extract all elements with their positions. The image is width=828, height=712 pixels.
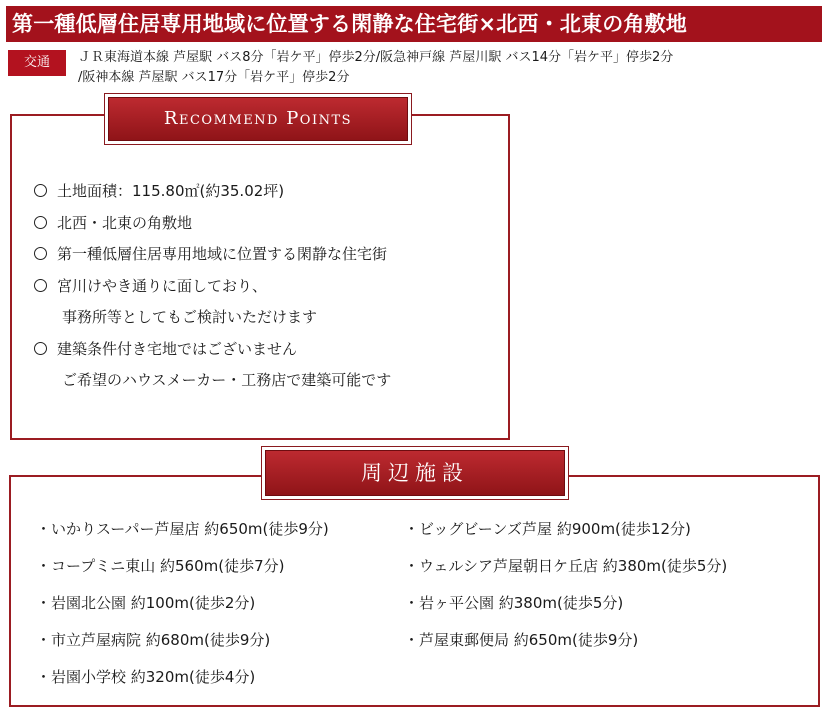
point-continuation: 事務所等としてもご検討いただけます	[62, 308, 318, 326]
facility-item: ・いかりスーパー芦屋店 約650m(徒歩9分)	[36, 520, 329, 538]
facilities-right-column	[404, 511, 814, 659]
access-info	[8, 48, 820, 88]
circle-bullet-icon	[34, 247, 47, 260]
facility-item: ・コープミニ東山 約560m(徒歩7分)	[36, 557, 285, 575]
list-item	[34, 239, 504, 271]
access-text	[78, 48, 820, 88]
point-text: 宮川けやき通りに面しており、	[57, 276, 268, 295]
facility-item: ・岩園北公園 約100m(徒歩2分)	[36, 594, 256, 612]
point-text: 北西・北東の角敷地	[57, 213, 193, 232]
circle-bullet-icon	[34, 184, 47, 197]
facility-item: ・ビッグビーンズ芦屋 約900m(徒歩12分)	[404, 520, 691, 538]
page-title: 第一種低層住居専用地域に位置する閑静な住宅街×北西・北東の角敷地	[6, 6, 822, 42]
facilities-left-column	[36, 511, 396, 696]
list-item	[34, 334, 504, 366]
access-label: 交通	[8, 50, 66, 76]
circle-bullet-icon	[34, 279, 47, 292]
list-item	[34, 271, 504, 303]
facility-item: ・ウェルシア芦屋朝日ケ丘店 約380m(徒歩5分)	[404, 557, 728, 575]
access-line-1: ＪＲ東海道本線 芦屋駅 バス8分「岩ケ平」停歩2分/阪急神戸線 芦屋川駅 バス14分「岩ケ平」停歩2分	[78, 50, 674, 65]
recommend-points-list	[34, 176, 504, 397]
point-continuation: ご希望のハウスメーカー・工務店で建築可能です	[62, 371, 392, 389]
point-text: 土地面積：115.80㎡(約35.02坪)	[57, 182, 285, 200]
facilities-heading: 周辺施設	[265, 450, 565, 496]
point-text: 建築条件付き宅地ではございません	[57, 339, 298, 358]
point-text: 第一種低層住居専用地域に位置する閑静な住宅街	[57, 245, 388, 263]
facility-item: ・市立芦屋病院 約680m(徒歩9分)	[36, 631, 271, 649]
circle-bullet-icon	[34, 216, 47, 229]
facility-item: ・岩園小学校 約320m(徒歩4分)	[36, 668, 256, 686]
circle-bullet-icon	[34, 342, 47, 355]
list-item	[34, 208, 504, 240]
recommend-points-heading: Recommend Points	[108, 97, 408, 141]
list-item	[34, 176, 504, 208]
access-line-2: /阪神本線 芦屋駅 バス17分「岩ケ平」停歩2分	[78, 70, 350, 85]
facility-item: ・芦屋東郵便局 約650m(徒歩9分)	[404, 631, 639, 649]
facility-item: ・岩ヶ平公園 約380m(徒歩5分)	[404, 594, 624, 612]
